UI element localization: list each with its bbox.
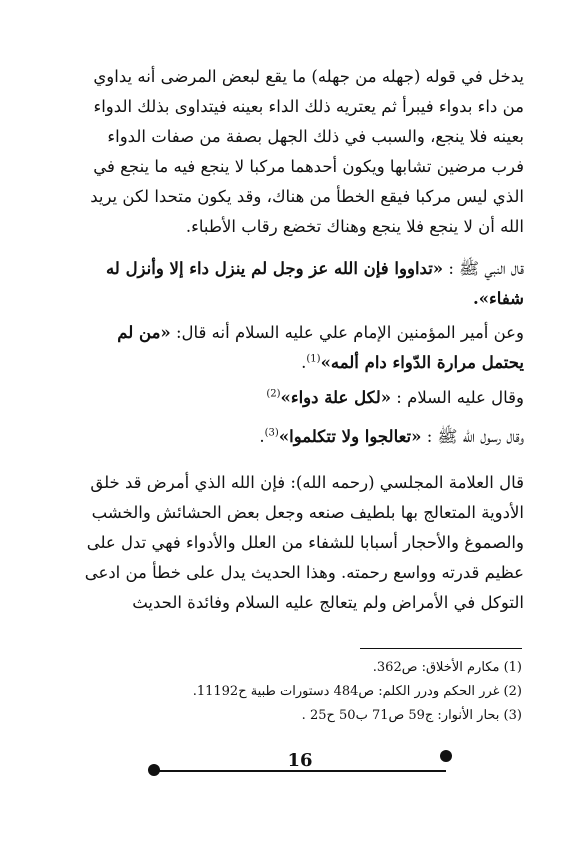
hadith-intro: وقال عليه السلام : bbox=[391, 388, 524, 407]
hadith-prophet bbox=[84, 254, 524, 314]
footnote-divider bbox=[360, 648, 522, 649]
footer-rule bbox=[150, 770, 446, 772]
hadith-imam-ali bbox=[84, 318, 524, 378]
footnote-3: (3) بحار الأنوار: ج59 ص71 ب50 ح25 . bbox=[301, 708, 522, 723]
footnote-ref: (2) bbox=[266, 388, 281, 400]
page-number: 16 bbox=[287, 750, 313, 771]
hadith-text: «من لم يحتمل مرارة الدّواء دام ألمه» bbox=[117, 323, 524, 372]
paragraph-majlisi: قال العلامة المجلسي (رحمه الله): فإن الله الذي أمرض قد خلق الأدوية المتعالج بها بلطيف صنعه وجعل بعض الحشائش والخشب والصموغ والأحجار أسبابا للشفاء من العلل والأدواء فهي تدل على عظيم قدرته وواسع رحمته. وهذا الحديث يدل على خطأ من ادعى التوكل في الأمراض ولم يتعالج عليه السلام وفائدة الحديث bbox=[84, 473, 524, 612]
hadith-illness bbox=[84, 383, 524, 413]
footnotes bbox=[150, 656, 522, 728]
footnote-ref: (3) bbox=[264, 427, 279, 439]
hadith-intro: قال النبي ﷺ : bbox=[443, 259, 524, 278]
hadith-treat bbox=[84, 422, 524, 452]
footnote-1: (1) مكارم الأخلاق: ص362. bbox=[372, 660, 522, 675]
footnote-2: (2) غرر الحكم ودرر الكلم: ص484 دستورات طبية ح11192. bbox=[192, 684, 522, 699]
hadith-text: «تعالجوا ولا تتكلموا» bbox=[278, 427, 422, 446]
punctuation: . bbox=[301, 353, 307, 372]
ornament-dot-top bbox=[440, 750, 452, 762]
paragraph-intro: يدخل في قوله (جهله من جهله) ما يقع لبعض المرضى أنه يداوي من داء بدواء فيبرأ ثم يعتريه ذلك الداء بعينه فيتداوى بذلك الدواء بعينه فلا ينجع، والسبب في ذلك الجهل بصفة من صفات الدواء فرب مرضين تشابها ويكون أحدهما مركبا لا ينجع فيه ما ينجع في الذي ليس مركبا فيقع الخطأ من هناك، وقد يكون متحدا لكن يريد الله أن لا ينجع فلا ينجع وهناك تخضع رقاب الأطباء. bbox=[90, 67, 524, 236]
hadith-intro: وعن أمير المؤمنين الإمام علي عليه السلام أنه قال: bbox=[170, 323, 524, 342]
ornament-dot-left bbox=[148, 764, 160, 776]
punctuation: . bbox=[259, 427, 265, 446]
hadith-text: «تداووا فإن الله عز وجل لم ينزل داء إلا وأنزل له شفاء». bbox=[105, 259, 524, 308]
hadith-intro: وقال رسول الله ﷺ : bbox=[421, 427, 524, 446]
hadith-text: «لكل علة دواء» bbox=[280, 388, 392, 407]
footnote-ref: (1) bbox=[306, 353, 321, 365]
